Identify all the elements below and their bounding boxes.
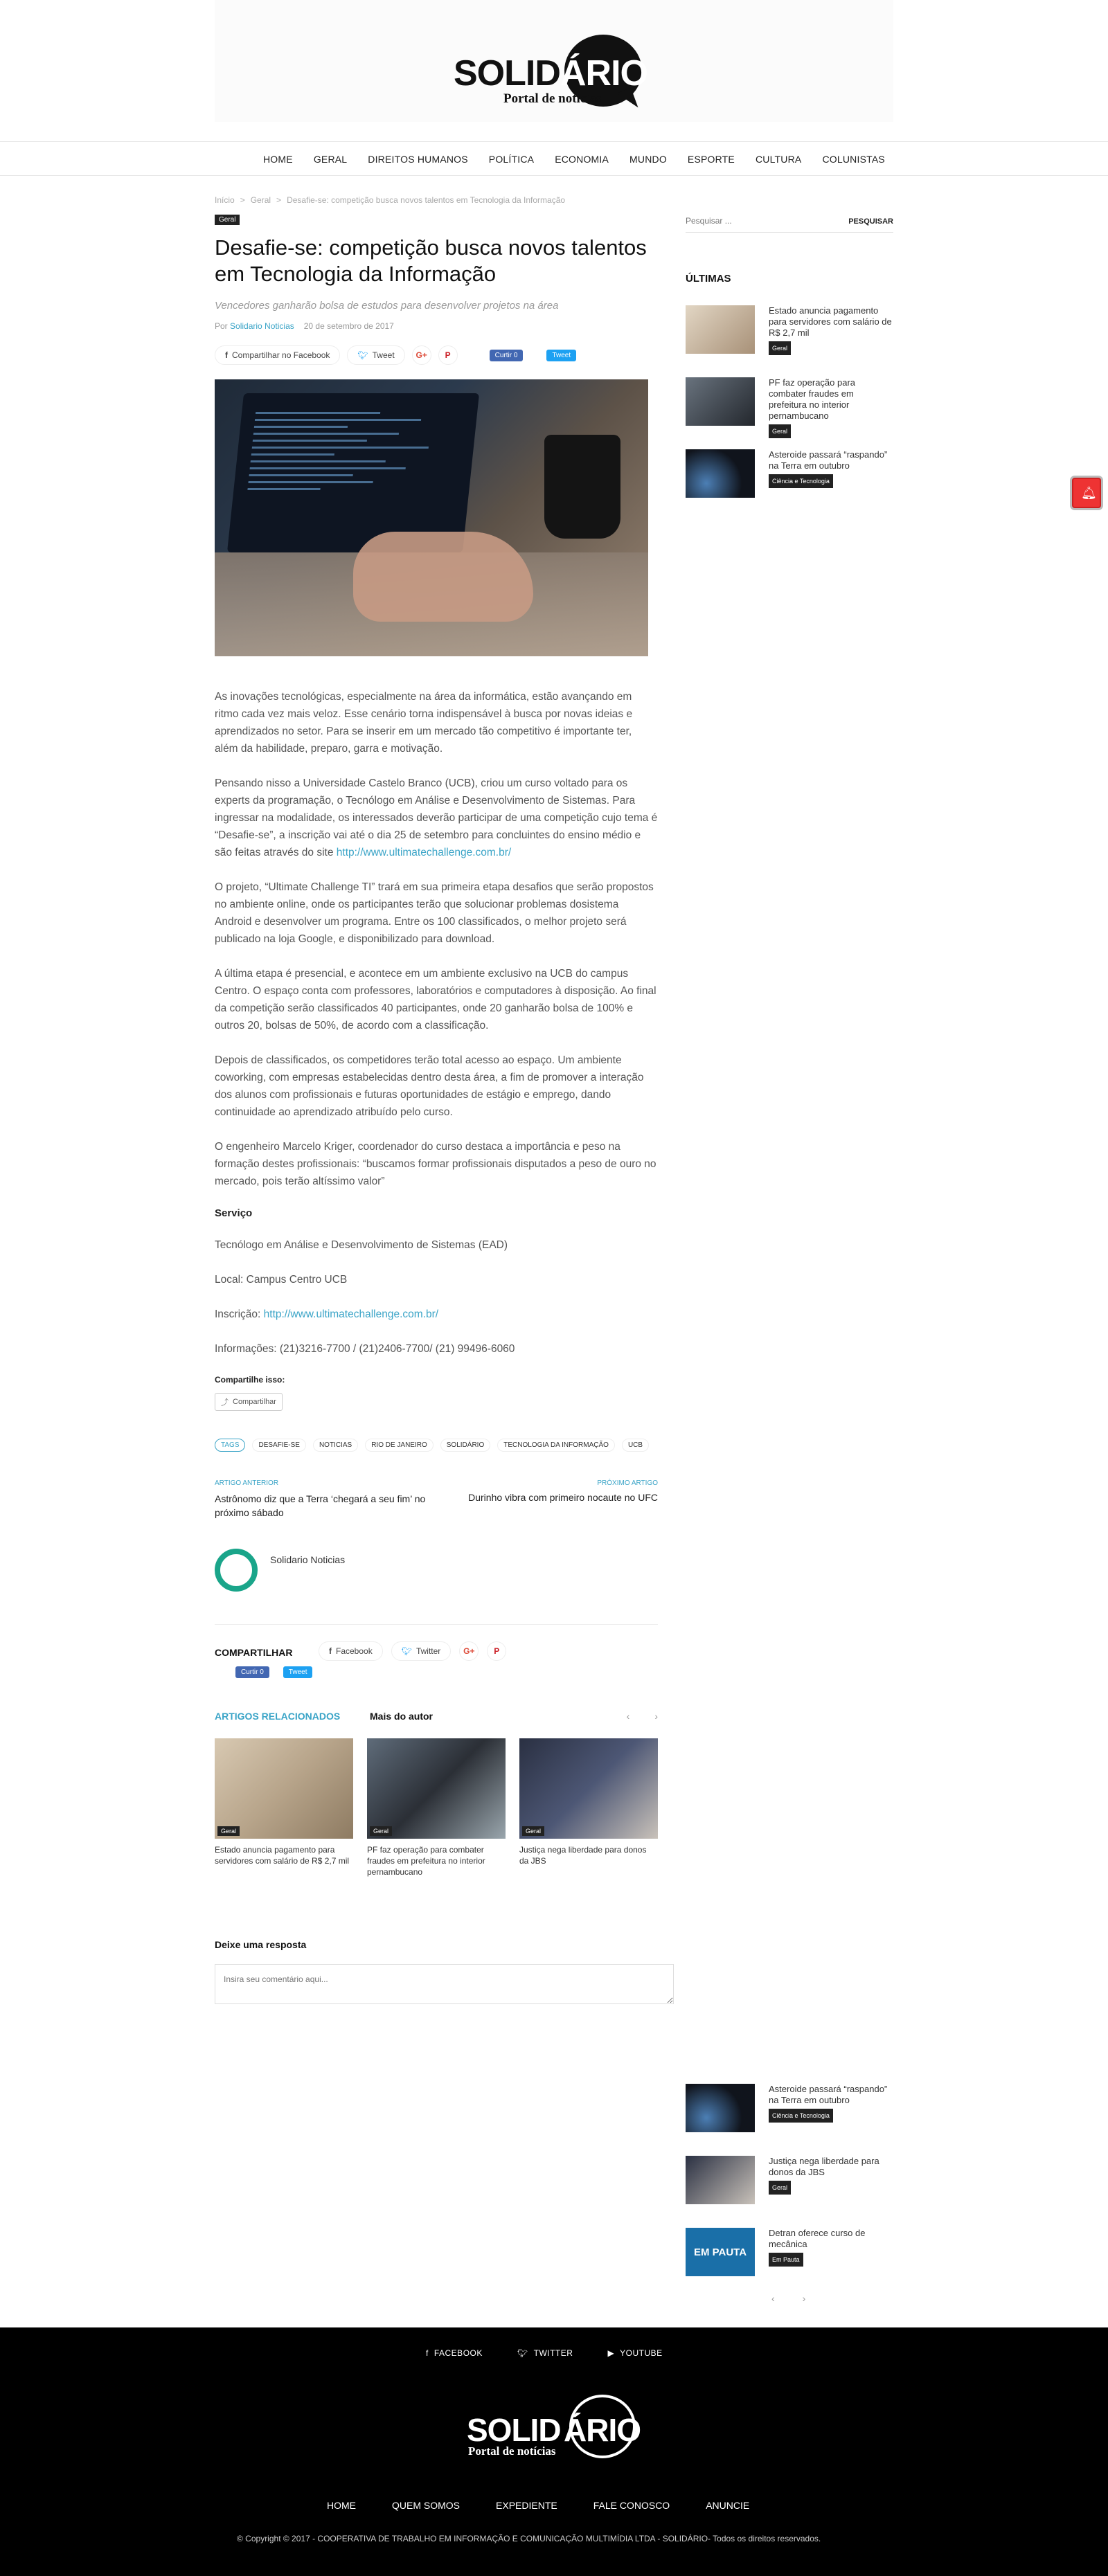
widget-title-link[interactable]: Justiça nega liberdade para donos da JBS — [769, 2156, 879, 2177]
breadcrumb-current: Desafie-se: competição busca novos talentos em Tecnologia da Informação — [287, 195, 566, 205]
share-gplus-button[interactable] — [412, 345, 431, 365]
nav-item-colunistas[interactable]: COLUNISTAS — [822, 154, 885, 165]
facebook-icon: f — [329, 1646, 332, 1656]
twitter-icon: 🐦︎ — [357, 350, 368, 360]
header-banner — [215, 0, 893, 122]
latest-title-link[interactable]: Asteroide passará “raspando” na Terra em outubro — [769, 449, 888, 471]
list-item[interactable] — [686, 449, 893, 521]
share-facebook-button[interactable] — [319, 1641, 383, 1661]
breadcrumb-category[interactable]: Geral — [250, 195, 271, 205]
footer-youtube-link[interactable]: ▶ YOUTUBE — [607, 2348, 663, 2358]
twitter-icon: 🐦︎ — [517, 2348, 528, 2358]
widget-badge[interactable]: Ciência e Tecnologia — [769, 2109, 833, 2123]
nav-item-politica[interactable]: POLÍTICA — [488, 154, 535, 165]
latest-thumbnail[interactable] — [686, 377, 755, 426]
related-thumbnail[interactable] — [215, 1738, 353, 1839]
article-paragraph: As inovações tecnológicas, especialmente na área da informática, estão avançando em ritmo cada vez mais veloz. Esse cenário torna indispensável à busca por novas ideias e aprendizados no setor. Para se inserir em um mercado tão competitivo é importante ter, além da habilidade, preparo, garra e motivação. — [215, 691, 633, 755]
latest-title-link[interactable]: Estado anuncia pagamento para servidores com salário de R$ 2,7 mil — [769, 305, 892, 338]
service-heading: Serviço — [215, 1207, 253, 1219]
service-line: Tecnólogo em Análise e Desenvolvimento de Sistemas (EAD) — [215, 1239, 508, 1251]
main-nav — [0, 141, 1108, 176]
share-bottom-title: COMPARTILHAR — [215, 1647, 293, 1658]
related-thumbnail[interactable] — [519, 1738, 658, 1839]
footer-nav-quem-somos[interactable]: QUEM SOMOS — [392, 2500, 461, 2511]
article-paragraph: Depois de classificados, os competidores terão total acesso ao espaço. Um ambiente coworking, com empresas estabelecidas dentro desta área, a fim de promover a interação dos alunos com profissionais e futuras oportunidades de estágio e emprego, dando continuidade ao aprendizado atribuído pelo curso. — [215, 1054, 644, 1118]
share-gplus-button[interactable] — [459, 1641, 479, 1661]
breadcrumb-separator: > — [240, 195, 245, 205]
site-logo[interactable] — [454, 35, 654, 112]
inscricao-link[interactable]: http://www.ultimatechallenge.com.br/ — [263, 1308, 439, 1320]
article-paragraph: O projeto, “Ultimate Challenge TI” trará em sua primeira etapa desafios que serão propostos no ambiente online, onde os participantes terão que solucionar problemas dosistema Android e desenvolver um programa. Entre os 100 classificados, o melhor projeto será publicado na loja Google, e disponibilizado para download. — [215, 881, 654, 945]
widget-badge[interactable]: Em Pauta — [769, 2253, 803, 2267]
related-title[interactable]: Estado anuncia pagamento para servidores com salário de R$ 2,7 mil — [215, 1845, 350, 1866]
latest-badge[interactable]: Geral — [769, 341, 791, 355]
article-meta — [215, 321, 658, 331]
share-twitter-label: Tweet — [372, 350, 395, 360]
article-paragraph: A última etapa é presencial, e acontece em um ambiente exclusivo na UCB do campus Centro. O espaço conta com professores, laboratórios e computadores à disposição. Ao final da competição serão classificados 40 participantes, onde 20 ganharão bolsa de 100% e outros 20, bolsas de 50%, de acordo com a classificação. — [215, 968, 656, 1032]
hero-hand — [353, 532, 533, 622]
footer-logo-text: SOLID — [467, 2412, 561, 2448]
pinterest-icon: P — [494, 1646, 500, 1656]
tag-item[interactable]: DESAFIE-SE — [252, 1439, 305, 1452]
related-badge[interactable]: Geral — [217, 1826, 240, 1836]
share-facebook-button[interactable] — [215, 345, 340, 365]
tab-more-from-author[interactable]: Mais do autor — [370, 1711, 434, 1722]
share-bar-bottom — [215, 1641, 658, 1690]
article-paragraph: Pensando nisso a Universidade Castelo Branco (UCB), criou um curso voltado para os experts da programação, o Tecnólogo em Análise e Desenvolvimento de Sistemas. Para ingressar na modalidade, os interessados deverão participar de uma competição cujo tema é “Desafie-se”, a inscrição vai até o dia 25 de setembro para concluintes do ensino médio e são feitas através do site http://www.ultimatechallenge.com.br/ — [215, 777, 658, 858]
tag-list — [215, 1439, 658, 1452]
footer-logo[interactable] — [467, 2393, 647, 2469]
gplus-icon: G+ — [416, 350, 427, 360]
related-card[interactable] — [519, 1738, 658, 1877]
tag-item[interactable]: RIO DE JANEIRO — [365, 1439, 434, 1452]
tags-label: TAGS — [215, 1439, 245, 1452]
list-item[interactable] — [686, 305, 893, 377]
widget-title-link[interactable]: Asteroide passará “raspando” na Terra em outubro — [769, 2084, 888, 2105]
service-line: Informações: (21)3216-7700 / (21)2406-7700/ (21) 99496-6060 — [215, 1343, 515, 1355]
related-thumbnail[interactable] — [367, 1738, 506, 1839]
breadcrumb-separator: > — [276, 195, 282, 205]
facebook-like-button[interactable]: Curtir 0 — [235, 1666, 269, 1678]
latest-heading: ÚLTIMAS — [686, 273, 731, 285]
footer-nav — [327, 2500, 749, 2511]
article-paragraph: O engenheiro Marcelo Kriger, coordenador do curso destaca a importância e peso na formação destes profissionais: “buscamos formar profissionais disputados a peso de ouro no mercado, pois terão altíssimo valor” — [215, 1141, 656, 1187]
latest-badge[interactable]: Geral — [769, 424, 791, 438]
tag-item[interactable]: NOTICIAS — [313, 1439, 358, 1452]
category-badge[interactable]: Geral — [215, 215, 240, 225]
article-column — [215, 194, 658, 2008]
tag-item[interactable]: SOLIDÁRIO — [440, 1439, 490, 1452]
comment-input[interactable] — [215, 1964, 674, 2004]
footer-facebook-link[interactable]: f FACEBOOK — [426, 2348, 483, 2358]
latest-list — [686, 305, 893, 521]
previous-article-label: ARTIGO ANTERIOR — [215, 1479, 279, 1487]
author-link[interactable]: Solidario Noticias — [230, 321, 294, 331]
previous-article-link[interactable]: Astrônomo diz que a Terra ‘chegará a seu fim’ no próximo sábado — [215, 1493, 426, 1518]
nav-item-mundo[interactable]: MUNDO — [629, 154, 667, 165]
related-card[interactable] — [215, 1738, 353, 1877]
share-this-heading: Compartilhe isso: — [215, 1375, 285, 1385]
latest-badge[interactable]: Ciência e Tecnologia — [769, 474, 833, 488]
article-subtitle: Vencedores ganharão bolsa de estudos para desenvolver projetos na área — [215, 300, 559, 312]
search-form — [686, 215, 893, 233]
article-title: Desafie-se: competição busca novos talentos em Tecnologia da Informação — [215, 235, 647, 286]
twitter-tweet-button[interactable]: Tweet — [546, 350, 576, 361]
footer-nav-anuncie[interactable]: ANUNCIE — [706, 2500, 750, 2511]
footer-logo-subtitle: Portal de notícias — [468, 2444, 556, 2458]
comment-heading: Deixe uma resposta — [215, 1939, 307, 1950]
comment-section — [215, 1939, 658, 2008]
logo-subtitle: Portal de notícias — [503, 91, 602, 106]
nav-item-cultura[interactable]: CULTURA — [755, 154, 802, 165]
latest-thumbnail[interactable] — [686, 449, 755, 498]
service-line: Local: Campus Centro UCB — [215, 1274, 348, 1286]
pinterest-icon: P — [445, 350, 451, 360]
widget-thumbnail[interactable] — [686, 2084, 755, 2132]
breadcrumb — [215, 194, 658, 206]
hero-mug — [544, 435, 620, 539]
ultimate-challenge-link[interactable]: http://www.ultimatechallenge.com.br/ — [336, 847, 512, 858]
bell-icon: 🔔︎ — [1081, 486, 1097, 500]
footer-nav-expediente[interactable]: EXPEDIENTE — [496, 2500, 557, 2511]
widget-thumbnail[interactable] — [686, 2156, 755, 2204]
tag-item[interactable]: UCB — [622, 1439, 649, 1452]
nav-item-esporte[interactable]: ESPORTE — [687, 154, 735, 165]
sidebar — [686, 215, 893, 521]
sidebar-widget-bottom — [686, 2084, 893, 2304]
related-articles — [215, 1711, 658, 1932]
related-title[interactable]: PF faz operação para combater fraudes em prefeitura no interior pernambucano — [367, 1845, 485, 1877]
twitter-icon: 🐦︎ — [401, 1646, 412, 1656]
next-article-link[interactable]: Durinho vibra com primeiro nocaute no UFC — [468, 1492, 658, 1503]
footer-copyright: © Copyright © 2017 - COOPERATIVA DE TRABALHO EM INFORMAÇÃO E COMUNICAÇÃO MULTIMÍDIA LTDA - SOLIDÁRIO- Todos os direitos reservados. — [237, 2534, 821, 2543]
breadcrumb-home[interactable]: Início — [215, 195, 235, 205]
author-avatar[interactable] — [215, 1549, 258, 1592]
article-hero-image — [215, 379, 648, 656]
widget-title-link[interactable]: Detran oferece curso de mecânica — [769, 2228, 866, 2249]
share-bar-top — [215, 345, 658, 366]
share-facebook-label: Compartilhar no Facebook — [232, 350, 330, 360]
next-article-label: PRÓXIMO ARTIGO — [597, 1479, 658, 1487]
tag-item[interactable]: TECNOLOGIA DA INFORMAÇÃO — [497, 1439, 615, 1452]
footer-twitter-link[interactable]: 🐦︎ TWITTER — [517, 2348, 573, 2358]
byline-prefix: Por — [215, 321, 228, 331]
related-card[interactable] — [367, 1738, 506, 1877]
article-body — [215, 688, 658, 1358]
author-box — [215, 1549, 658, 1625]
share-twitter-button[interactable] — [391, 1641, 452, 1661]
notification-button[interactable] — [1072, 478, 1101, 508]
tab-related-articles[interactable]: ARTIGOS RELACIONADOS — [215, 1711, 341, 1722]
related-badge[interactable]: Geral — [370, 1826, 392, 1836]
share-pinterest-button[interactable] — [438, 345, 458, 365]
share-twitter-label: Twitter — [416, 1646, 441, 1656]
footer-nav-fale-conosco[interactable]: FALE CONOSCO — [593, 2500, 670, 2511]
share-facebook-label: Facebook — [336, 1646, 373, 1656]
logo-bubble-text: ÁRIO — [560, 53, 647, 93]
facebook-like-button[interactable]: Curtir 0 — [490, 350, 524, 361]
service-line: Inscrição: http://www.ultimatechallenge.com.br/ — [215, 1308, 439, 1320]
nav-item-home[interactable]: HOME — [263, 154, 293, 165]
facebook-icon: f — [426, 2348, 429, 2358]
related-title[interactable]: Justiça nega liberdade para donos da JBS — [519, 1845, 647, 1866]
publish-date: 20 de setembro de 2017 — [303, 321, 394, 331]
logo-text: SOLID — [454, 53, 560, 93]
footer-social — [426, 2348, 663, 2358]
author-box-name[interactable]: Solidario Noticias — [270, 1554, 346, 1565]
widget-badge[interactable]: Geral — [769, 2181, 791, 2195]
share-this-label: Compartilhar — [233, 1398, 276, 1406]
gplus-icon: G+ — [463, 1646, 475, 1656]
article-navigation — [215, 1479, 658, 1535]
list-item[interactable] — [686, 2156, 893, 2228]
search-input[interactable] — [686, 216, 824, 226]
site-header — [0, 0, 1108, 141]
related-badge[interactable]: Geral — [522, 1826, 544, 1836]
widget-prev-icon[interactable]: ‹ — [771, 2293, 775, 2304]
widget-next-icon[interactable]: › — [802, 2293, 806, 2304]
related-next-icon[interactable]: › — [654, 1711, 658, 1722]
latest-thumbnail[interactable] — [686, 305, 755, 354]
footer-nav-home[interactable]: HOME — [327, 2500, 356, 2511]
nav-item-economia[interactable]: ECONOMIA — [555, 154, 609, 165]
share-this-button[interactable] — [215, 1393, 283, 1411]
share-pinterest-button[interactable] — [487, 1641, 506, 1661]
share-icon: ⤴ — [221, 1398, 229, 1407]
footer-logo-bubble-text: ÁRIO — [564, 2412, 641, 2448]
hero-laptop-screen — [227, 393, 479, 552]
list-item[interactable] — [686, 2228, 893, 2300]
search-button[interactable]: PESQUISAR — [848, 217, 893, 226]
youtube-icon: ▶ — [607, 2348, 615, 2358]
nav-item-geral[interactable]: GERAL — [313, 154, 348, 165]
twitter-tweet-button[interactable]: Tweet — [283, 1666, 313, 1678]
latest-title-link[interactable]: PF faz operação para combater fraudes em prefeitura no interior pernambucano — [769, 377, 856, 421]
facebook-icon: f — [225, 350, 228, 360]
related-prev-icon[interactable]: ‹ — [626, 1711, 630, 1722]
list-item[interactable] — [686, 377, 893, 449]
share-twitter-button[interactable] — [347, 345, 404, 365]
site-footer — [0, 2327, 1108, 2576]
nav-item-direitos-humanos[interactable]: DIREITOS HUMANOS — [368, 154, 468, 165]
widget-thumbnail[interactable]: EM PAUTA — [686, 2228, 755, 2276]
list-item[interactable] — [686, 2084, 893, 2156]
